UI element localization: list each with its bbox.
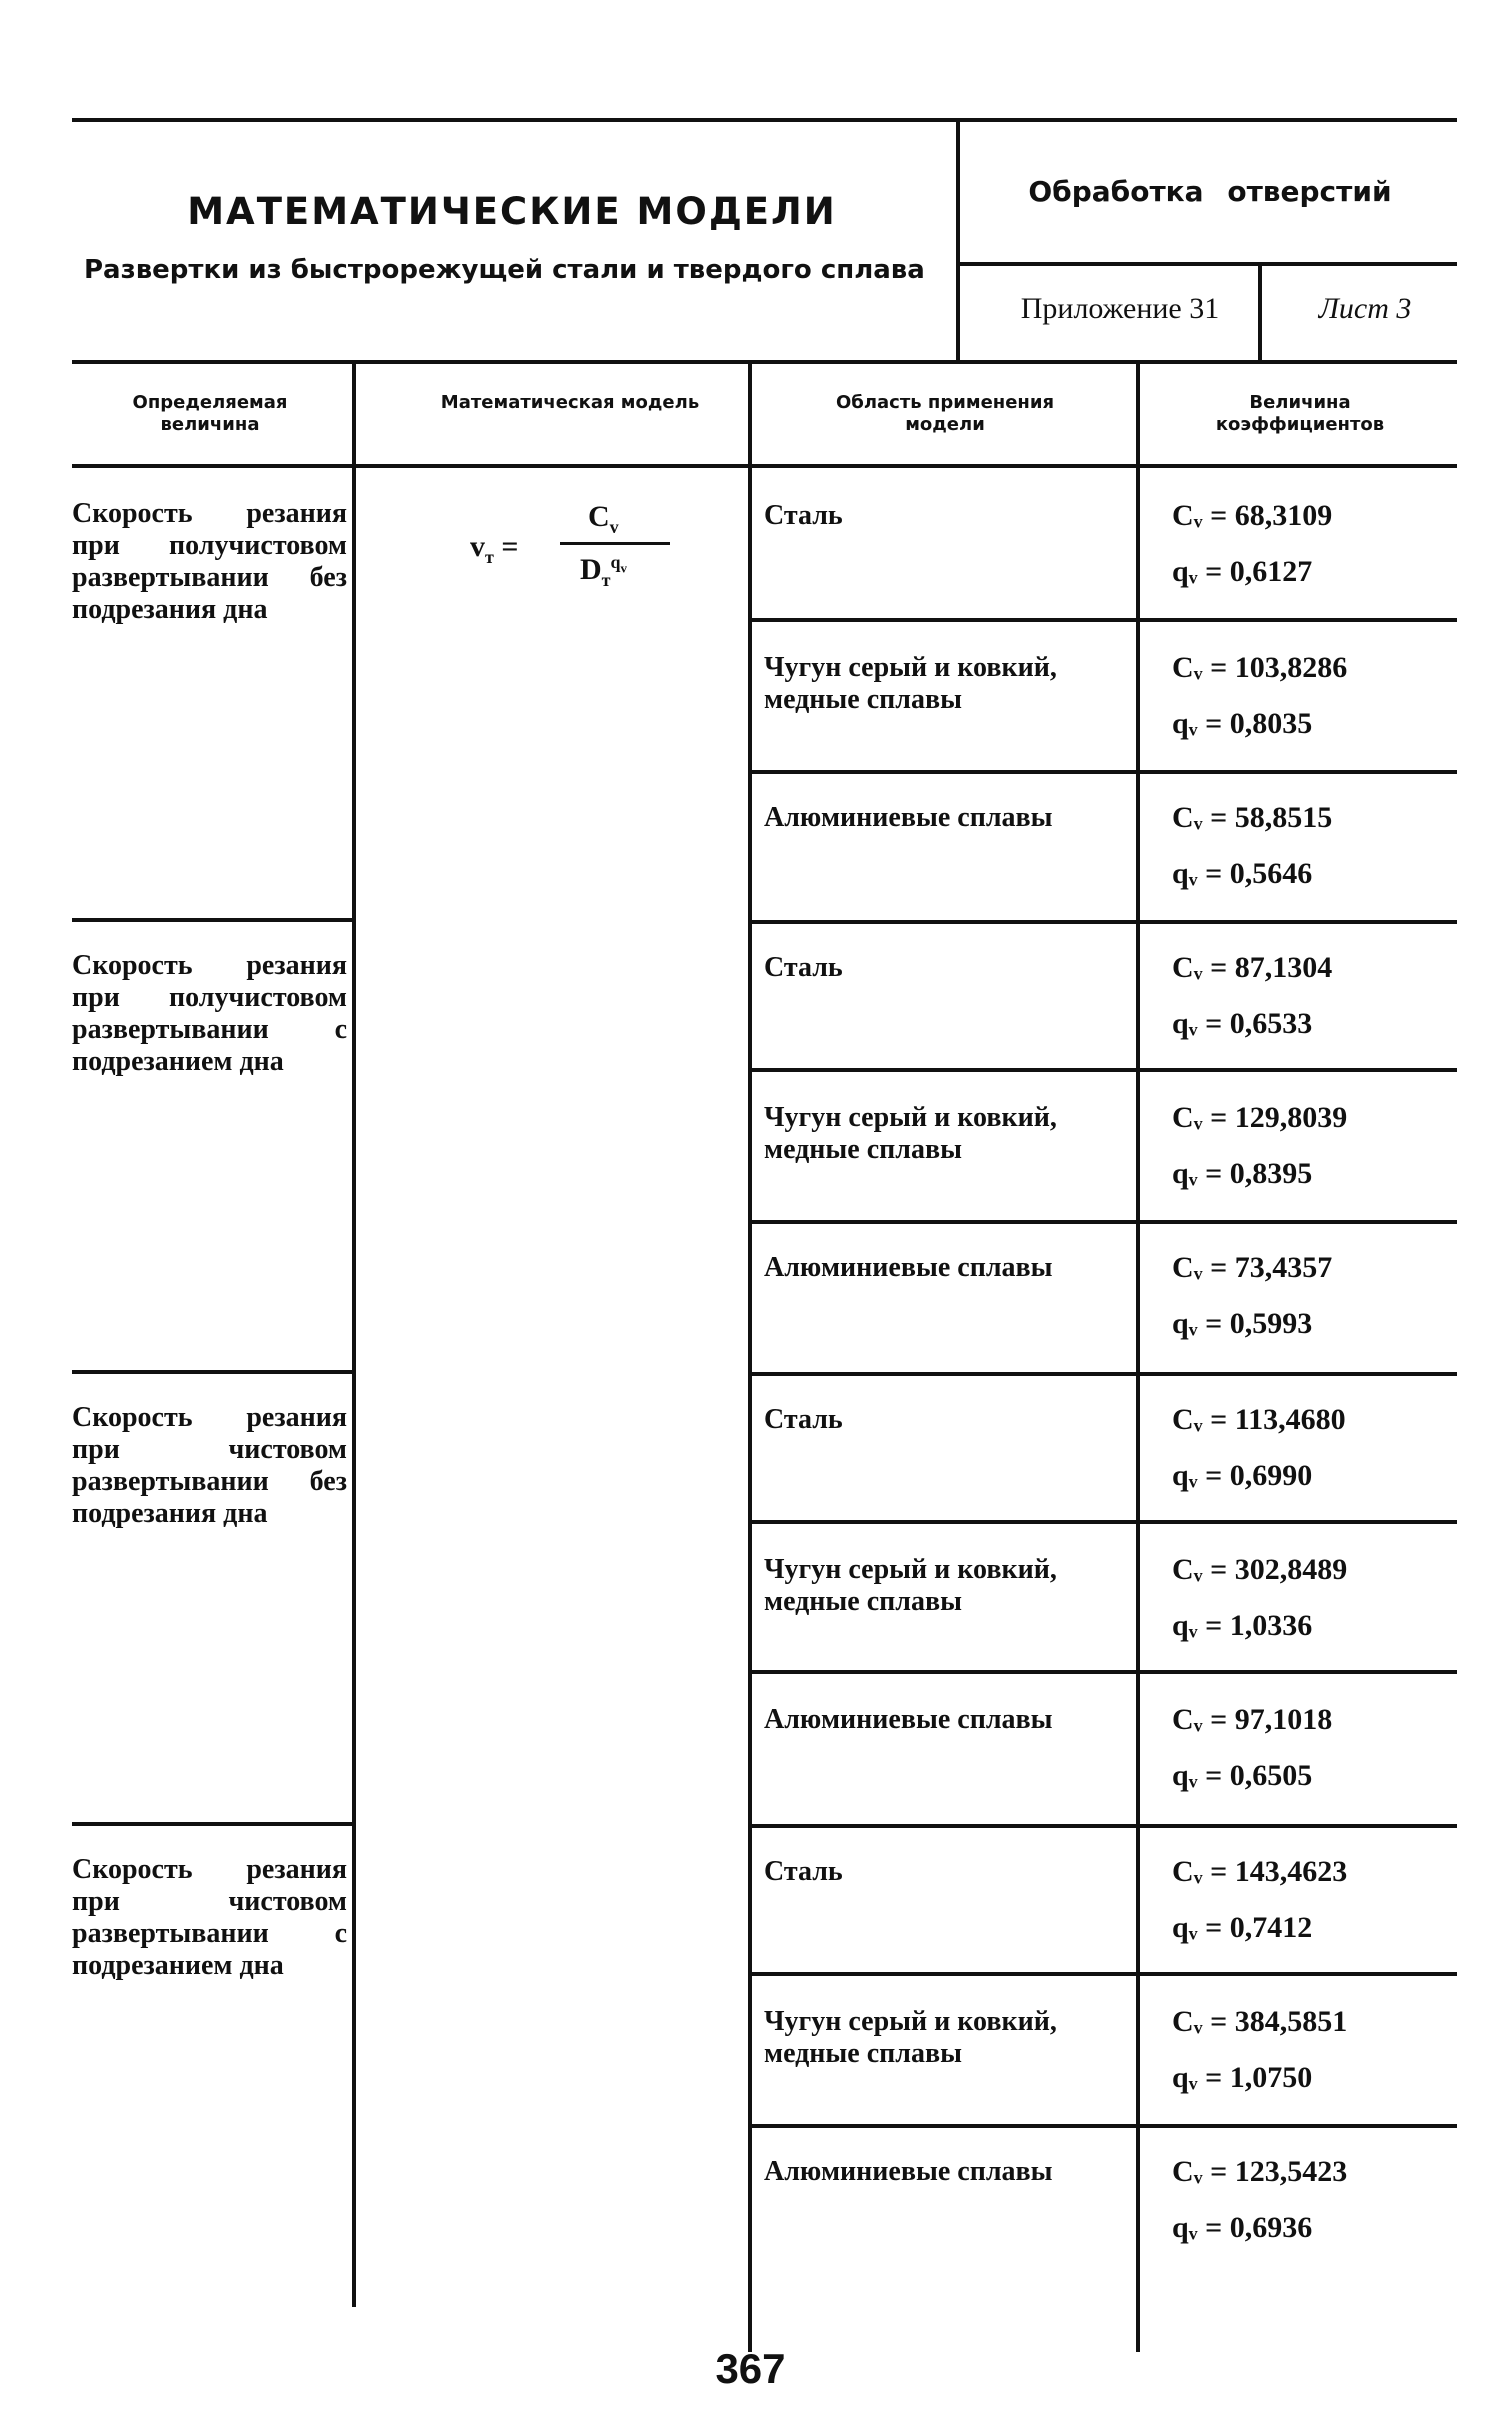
quantity-cell: Скорость резания при получистовом развертывании с подрезанием дна — [72, 950, 347, 1077]
cv-value: Cᵥ = 68,3109 — [1172, 499, 1333, 532]
column-header-area — [800, 392, 1090, 436]
formula-denominator-symbol: D — [580, 553, 602, 586]
header-divider — [956, 120, 960, 360]
area-cell: Алюминиевые сплавы — [764, 1252, 1053, 1283]
cv-value: Cᵥ = 384,5851 — [1172, 2005, 1348, 2038]
row-rule — [750, 1068, 1457, 1072]
row-rule — [750, 1824, 1457, 1828]
column-header-label: Область применения модели — [835, 392, 1055, 435]
column-header-rule — [72, 464, 1457, 468]
cv-value: Cᵥ = 58,8515 — [1172, 801, 1333, 834]
row-rule — [750, 1372, 1457, 1376]
title-block — [72, 190, 952, 285]
appendix-label: Приложение 31 — [1020, 292, 1220, 325]
qv-value: qᵥ = 1,0336 — [1172, 1609, 1313, 1642]
cv-value: Cᵥ = 113,4680 — [1172, 1403, 1346, 1436]
cv-value: Cᵥ = 302,8489 — [1172, 1553, 1348, 1586]
column-header-label: Математическая модель — [440, 392, 700, 413]
page-subtitle: Развертки из быстрорежущей стали и твердого сплава — [84, 255, 925, 285]
coefficients-cell — [1172, 1100, 1442, 1192]
coefficients-cell — [1172, 1552, 1442, 1644]
area-cell: Сталь — [764, 1404, 843, 1435]
coefficients-cell — [1172, 1402, 1442, 1494]
coefficients-cell — [1172, 1702, 1442, 1794]
column-rule-1 — [352, 362, 356, 2307]
coefficients-cell — [1172, 1854, 1442, 1946]
qv-value: qᵥ = 0,6505 — [1172, 1759, 1313, 1792]
coefficients-cell — [1172, 950, 1442, 1042]
qv-value: qᵥ = 0,5993 — [1172, 1307, 1313, 1340]
area-cell: Алюминиевые сплавы — [764, 2156, 1053, 2187]
cv-value: Cᵥ = 123,5423 — [1172, 2155, 1348, 2188]
quantity-cell: Скорость резания при чистовом развертывании с подрезанием дна — [72, 1854, 347, 1981]
cv-value: Cᵥ = 97,1018 — [1172, 1703, 1333, 1736]
cv-value: Cᵥ = 129,8039 — [1172, 1101, 1348, 1134]
area-cell: Алюминиевые сплавы — [764, 1704, 1053, 1735]
group-rule-quantity — [72, 1370, 354, 1374]
cv-value: Cᵥ = 103,8286 — [1172, 651, 1348, 684]
coefficients-cell — [1172, 650, 1442, 742]
group-rule-quantity — [72, 918, 354, 922]
column-header-coefficients — [1170, 392, 1430, 436]
area-cell: Сталь — [764, 500, 843, 531]
formula-numerator-symbol: C — [588, 500, 610, 533]
formula-numerator — [588, 500, 619, 538]
section-label: Обработка отверстий — [1028, 175, 1392, 208]
area-cell: Чугун серый и ковкий, медные сплавы — [764, 2006, 1057, 2069]
qv-value: qᵥ = 0,7412 — [1172, 1911, 1313, 1944]
cv-value: Cᵥ = 87,1304 — [1172, 951, 1333, 984]
qv-value: qᵥ = 0,8035 — [1172, 707, 1313, 740]
group-rule-quantity — [72, 1822, 354, 1826]
formula-lhs-symbol: v — [470, 530, 485, 563]
coefficients-cell — [1172, 2004, 1442, 2096]
quantity-cell: Скорость резания при получистовом развертывании без подрезания дна — [72, 498, 347, 625]
area-cell: Сталь — [764, 1856, 843, 1887]
row-rule — [750, 1670, 1457, 1674]
area-cell: Чугун серый и ковкий, медные сплавы — [764, 652, 1057, 715]
cv-value: Cᵥ = 143,4623 — [1172, 1855, 1348, 1888]
coefficients-cell — [1172, 800, 1442, 892]
formula-exponent-symbol: q — [610, 552, 621, 572]
coefficients-cell — [1172, 498, 1442, 590]
qv-value: qᵥ = 0,5646 — [1172, 857, 1313, 890]
coefficients-cell — [1172, 1250, 1442, 1342]
sheet-label: Лист 3 — [1318, 292, 1412, 325]
fraction-bar — [560, 542, 670, 545]
qv-value: qᵥ = 0,6936 — [1172, 2211, 1313, 2244]
row-rule — [750, 1520, 1457, 1524]
row-rule — [750, 2124, 1457, 2128]
area-cell: Чугун серый и ковкий, медные сплавы — [764, 1102, 1057, 1165]
row-rule — [750, 920, 1457, 924]
row-rule — [750, 1220, 1457, 1224]
formula-numerator-subscript: v — [609, 517, 619, 537]
area-cell: Сталь — [764, 952, 843, 983]
column-header-quantity — [90, 392, 330, 436]
column-rule-3 — [1136, 362, 1140, 2352]
coefficients-cell — [1172, 2154, 1442, 2246]
qv-value: qᵥ = 0,6533 — [1172, 1007, 1313, 1040]
column-header-label: Величина коэффициентов — [1215, 392, 1385, 435]
formula-denominator-subscript: т — [601, 570, 611, 590]
qv-value: qᵥ = 1,0750 — [1172, 2061, 1313, 2094]
page-number: 367 — [715, 2345, 786, 2392]
column-header-model — [420, 392, 720, 414]
quantity-cell: Скорость резания при чистовом развертывании без подрезания дна — [72, 1402, 347, 1529]
page-title: МАТЕМАТИЧЕСКИЕ МОДЕЛИ — [187, 190, 837, 233]
formula-exponent-subscript: v — [620, 560, 628, 576]
header-inner-rule — [960, 262, 1457, 266]
qv-value: qᵥ = 0,8395 — [1172, 1157, 1313, 1190]
area-cell: Чугун серый и ковкий, медные сплавы — [764, 1554, 1057, 1617]
row-rule — [750, 1972, 1457, 1976]
area-cell: Алюминиевые сплавы — [764, 802, 1053, 833]
column-rule-2 — [748, 362, 752, 2352]
column-header-label: Определяемая величина — [132, 392, 288, 435]
formula-denominator — [580, 552, 627, 591]
qv-value: qᵥ = 0,6990 — [1172, 1459, 1313, 1492]
formula-lhs: $v_т$ = — [470, 530, 519, 567]
cv-value: Cᵥ = 73,4357 — [1172, 1251, 1333, 1284]
row-rule — [750, 770, 1457, 774]
row-rule — [750, 618, 1457, 622]
header-bottom-rule — [72, 360, 1457, 364]
top-rule — [72, 118, 1457, 122]
qv-value: qᵥ = 0,6127 — [1172, 555, 1313, 588]
formula-exponent — [610, 552, 628, 576]
math-model-formula — [470, 498, 670, 608]
formula-lhs-subscript: т — [485, 547, 494, 567]
